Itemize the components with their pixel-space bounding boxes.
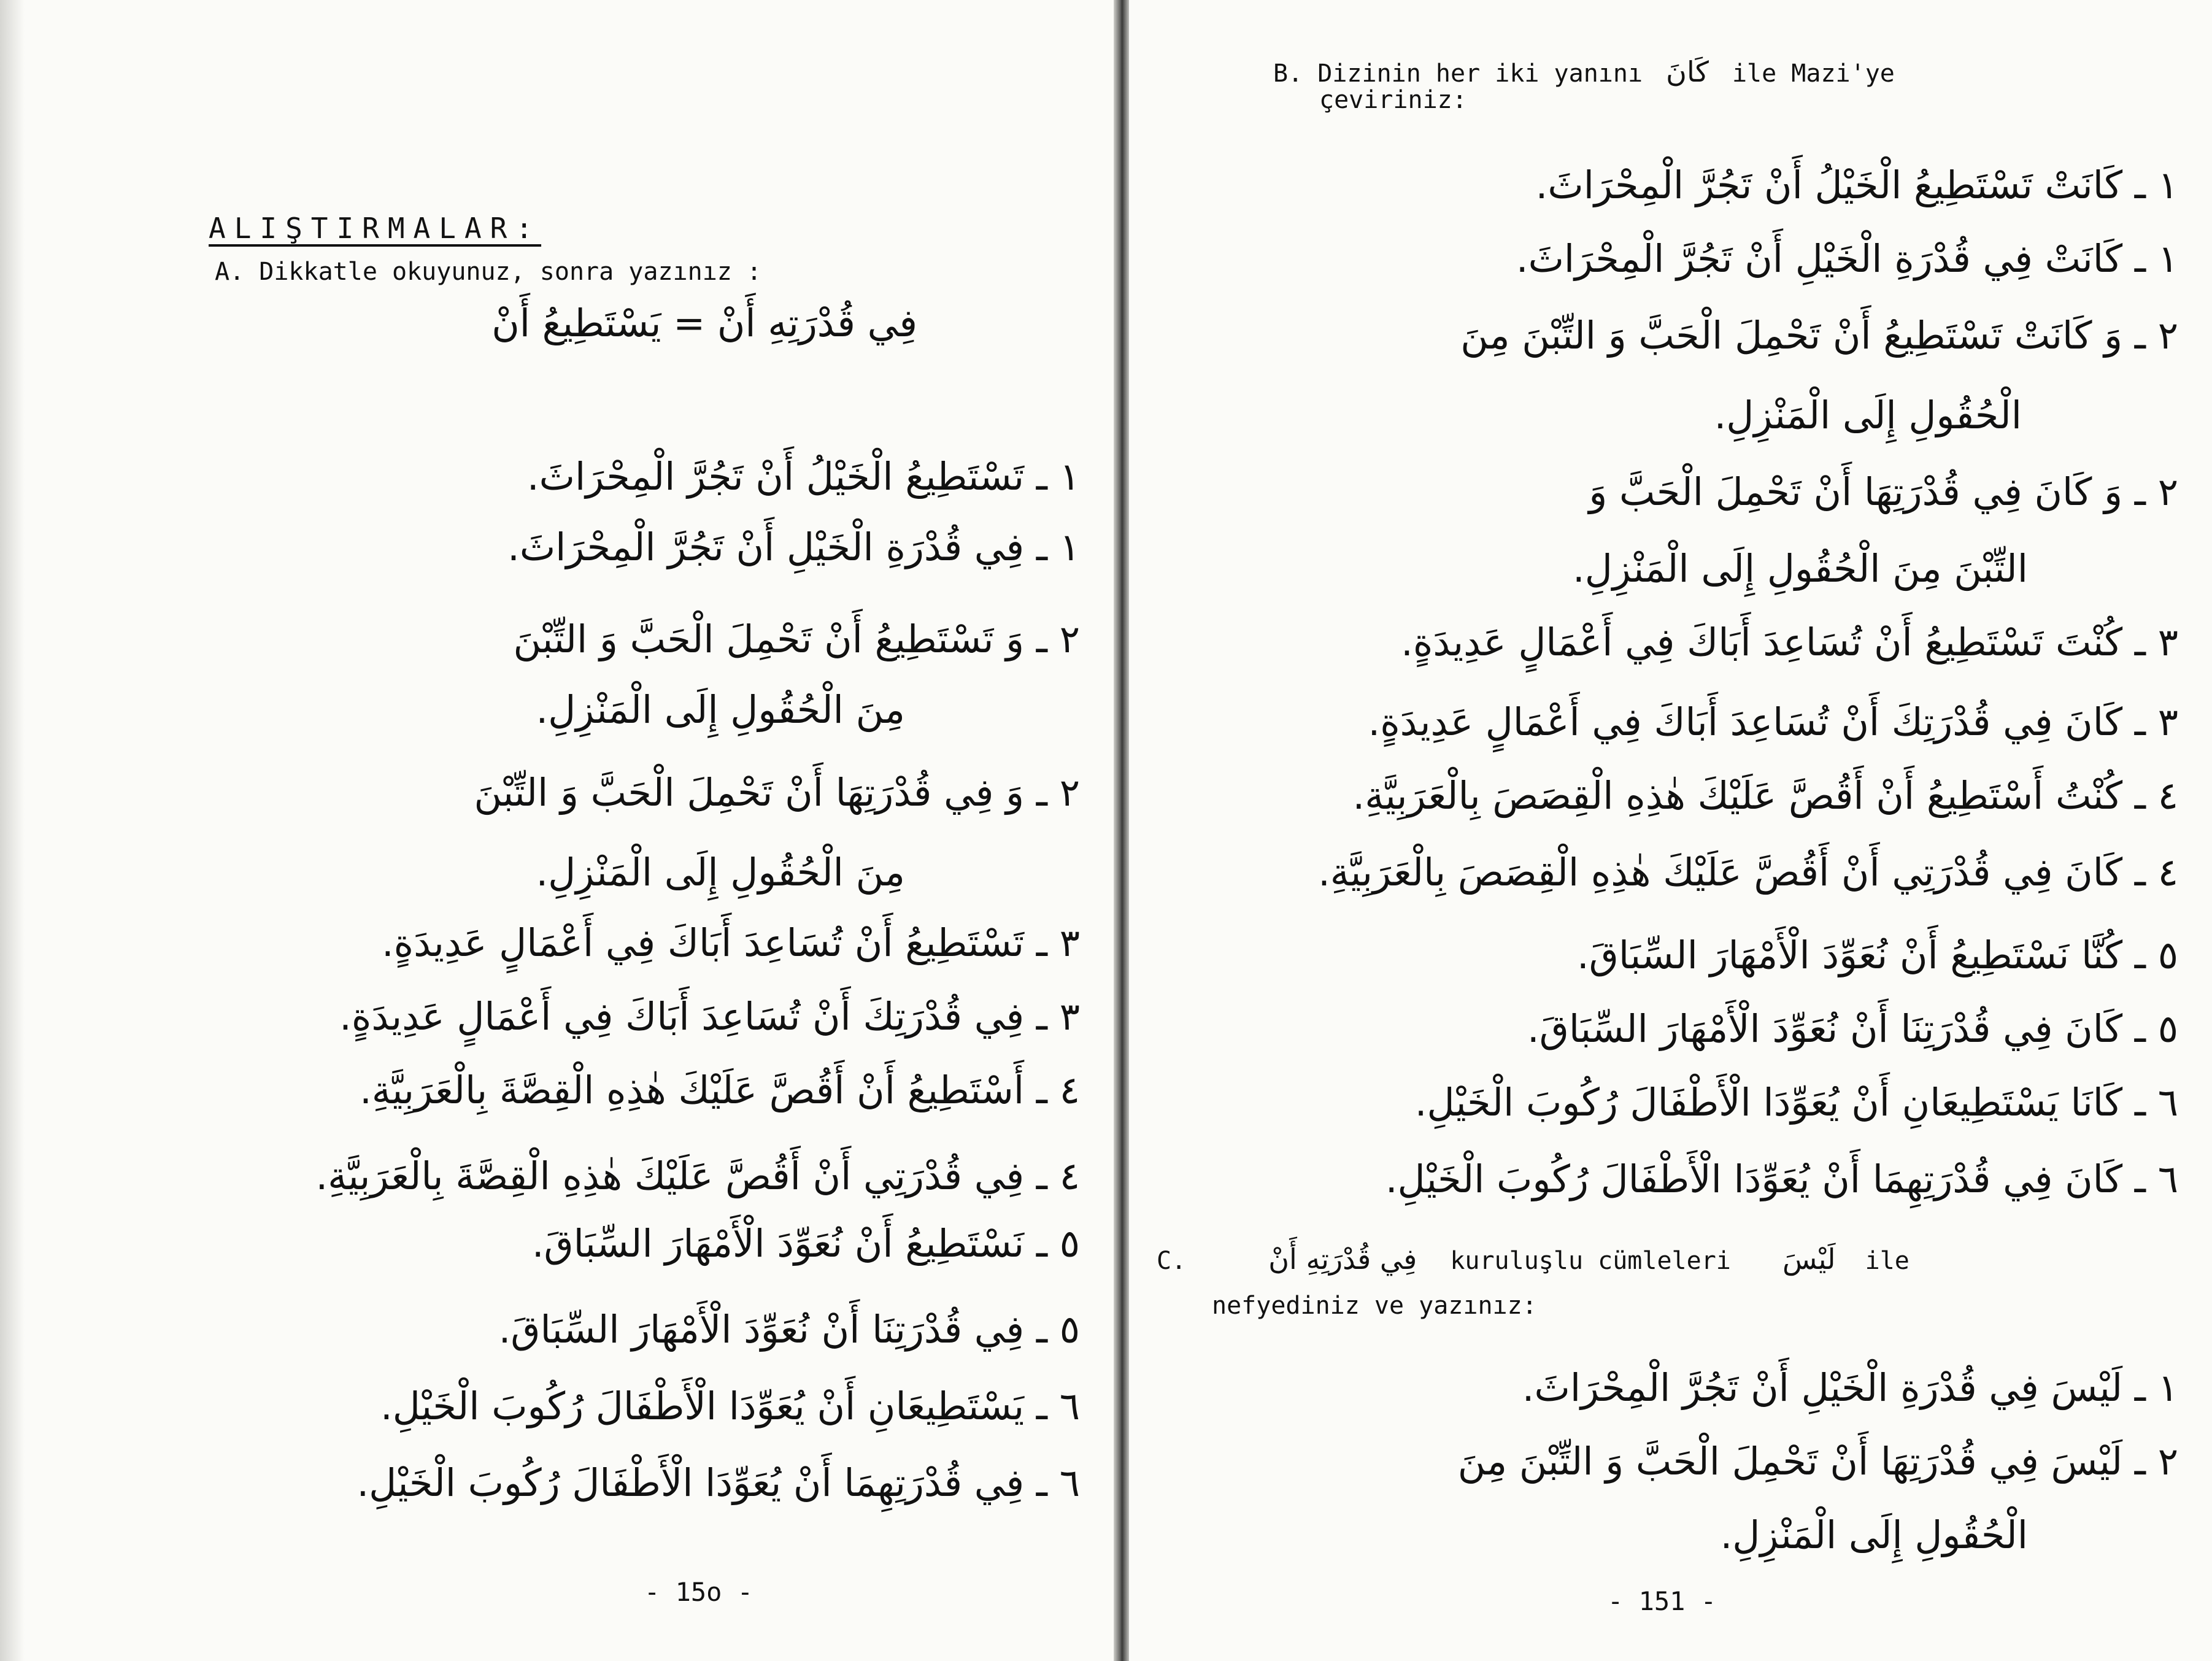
instruction-b (1273, 55, 1895, 88)
instruction-c (1157, 1243, 1909, 1276)
exercise-line: ١ ـ فِي قُدْرَةِ الْخَيْلِ أَنْ تَجُرَّ الْمِحْرَاثَ. (507, 525, 1080, 569)
instruction-c-mid: kuruluşlu cümleleri (1450, 1247, 1731, 1275)
exercise-line: ٤ ـ أَسْتَطِيعُ أَنْ أَقُصَّ عَلَيْكَ هٰذِهِ الْقِصَّةَ بِالْعَرَبِيَّةِ. (360, 1068, 1080, 1112)
instruction-c-line2: nefyediniz ve yazınız: (1212, 1292, 1537, 1320)
instruction-b-suffix: ile Mazi'ye (1732, 60, 1895, 88)
exercise-line: ٢ ـ وَ فِي قُدْرَتِهَا أَنْ تَحْمِلَ الْحَبَّ وَ التِّبْنَ (474, 770, 1080, 815)
exercise-line: ٥ ـ فِي قُدْرَتِنَا أَنْ نُعَوِّدَ الْأَمْهَارَ السِّبَاقَ. (498, 1307, 1080, 1352)
exercise-line: ٦ ـ فِي قُدْرَتِهِمَا أَنْ يُعَوِّدَا الْأَطْفَالَ رُكُوبَ الْخَيْلِ. (356, 1460, 1080, 1505)
page-number-right: - 151 - (1608, 1586, 1717, 1616)
exercise-line: ٤ ـ فِي قُدْرَتِي أَنْ أَقُصَّ عَلَيْكَ هٰذِهِ الْقِصَّةَ بِالْعَرَبِيَّةِ. (315, 1154, 1080, 1198)
exercise-line: ٥ ـ كَانَ فِي قُدْرَتِنَا أَنْ نُعَوِّدَ الْأَمْهَارَ السِّبَاقَ. (1527, 1006, 2178, 1051)
exercise-line: ٦ ـ كَانَ فِي قُدْرَتِهِمَا أَنْ يُعَوِّدَا الْأَطْفَالَ رُكُوبَ الْخَيْلِ. (1385, 1157, 2178, 1201)
exercise-line: ٢ ـ وَ تَسْتَطِيعُ أَنْ تَحْمِلَ الْحَبَّ وَ التِّبْنَ (513, 617, 1080, 661)
formula-line: فِي قُدْرَتِهِ أَنْ = يَسْتَطِيعُ أَنْ (491, 301, 917, 345)
exercise-line: ٣ ـ كَانَ فِي قُدْرَتِكَ أَنْ تُسَاعِدَ أَبَاكَ فِي أَعْمَالٍ عَدِيدَةٍ. (1368, 699, 2178, 744)
exercise-line: ٦ ـ كَانَا يَسْتَطِيعَانِ أَنْ يُعَوِّدَا الْأَطْفَالَ رُكُوبَ الْخَيْلِ. (1414, 1080, 2178, 1125)
exercise-line: ١ ـ كَانَتْ تَسْتَطِيعُ الْخَيْلُ أَنْ تَجُرَّ الْمِحْرَاثَ. (1535, 163, 2178, 207)
page-number-left: - 15o - (644, 1577, 753, 1607)
exercise-line: ٣ ـ تَسْتَطِيعُ أَنْ تُسَاعِدَ أَبَاكَ فِي أَعْمَالٍ عَدِيدَةٍ. (381, 920, 1080, 965)
instruction-a: A. Dikkatle okuyunuz, sonra yazınız : (215, 258, 762, 286)
exercise-line: ١ ـ تَسْتَطِيعُ الْخَيْلُ أَنْ تَجُرَّ الْمِحْرَاثَ. (526, 454, 1080, 499)
exercise-line: مِنَ الْحُقُولِ إِلَى الْمَنْزِلِ. (536, 687, 905, 732)
instruction-c-arabic2: لَيْسَ (1782, 1243, 1836, 1276)
exercise-line: ٣ ـ كُنْتَ تَسْتَطِيعُ أَنْ تُسَاعِدَ أَبَاكَ فِي أَعْمَالٍ عَدِيدَةٍ. (1401, 620, 2178, 665)
exercise-line: ٢ ـ لَيْسَ فِي قُدْرَتِهَا أَنْ تَحْمِلَ الْحَبَّ وَ التِّبْنَ مِنَ (1457, 1439, 2178, 1484)
exercise-line: ٢ ـ وَ كَانَ فِي قُدْرَتِهَا أَنْ تَحْمِلَ الْحَبَّ وَ (1589, 469, 2178, 514)
instruction-b-prefix: B. Dizinin her iki yanını (1273, 60, 1643, 88)
instruction-c-suffix: ile (1865, 1247, 1909, 1275)
instruction-c-arabic1: فِي قُدْرَتِهِ أَنْ (1268, 1243, 1417, 1276)
exercise-line: الْحُقُولِ إِلَى الْمَنْزِلِ. (1720, 1513, 2028, 1557)
right-page (1129, 0, 2212, 1661)
exercise-line: ١ ـ لَيْسَ فِي قُدْرَةِ الْخَيْلِ أَنْ تَجُرَّ الْمِحْرَاثَ. (1522, 1365, 2178, 1410)
page-edge-shadow (0, 0, 25, 1661)
book-gutter (1114, 0, 1129, 1661)
exercise-line: التِّبْنَ مِنَ الْحُقُولِ إِلَى الْمَنْزِلِ. (1573, 546, 2028, 591)
instruction-b-arabic: كَانَ (1666, 55, 1709, 88)
exercise-line: مِنَ الْحُقُولِ إِلَى الْمَنْزِلِ. (536, 850, 905, 895)
instruction-b-line2: çeviriniz: (1319, 86, 1467, 114)
exercise-line: الْحُقُولِ إِلَى الْمَنْزِلِ. (1714, 393, 2022, 437)
exercise-line: ٣ ـ فِي قُدْرَتِكَ أَنْ تُسَاعِدَ أَبَاكَ فِي أَعْمَالٍ عَدِيدَةٍ. (339, 994, 1080, 1039)
exercise-line: ٤ ـ كُنْتُ أَسْتَطِيعُ أَنْ أَقُصَّ عَلَيْكَ هٰذِهِ الْقِصَصَ بِالْعَرَبِيَّةِ. (1352, 773, 2178, 818)
exercise-line: ٥ ـ كُنَّا نَسْتَطِيعُ أَنْ نُعَوِّدَ الْأَمْهَارَ السِّبَاقَ. (1577, 933, 2178, 977)
exercises-heading: ALIŞTIRMALAR: (209, 212, 542, 245)
exercise-line: ٤ ـ كَانَ فِي قُدْرَتِي أَنْ أَقُصَّ عَلَيْكَ هٰذِهِ الْقِصَصَ بِالْعَرَبِيَّةِ. (1318, 850, 2178, 895)
exercise-line: ٦ ـ يَسْتَطِيعَانِ أَنْ يُعَوِّدَا الْأَطْفَالَ رُكُوبَ الْخَيْلِ. (380, 1384, 1080, 1428)
exercise-line: ٢ ـ وَ كَانَتْ تَسْتَطِيعُ أَنْ تَحْمِلَ الْحَبَّ وَ التِّبْنَ مِنَ (1460, 313, 2178, 358)
exercise-line: ١ ـ كَانَتْ فِي قُدْرَةِ الْخَيْلِ أَنْ تَجُرَّ الْمِحْرَاثَ. (1516, 236, 2178, 281)
exercise-line: ٥ ـ نَسْتَطِيعُ أَنْ نُعَوِّدَ الْأَمْهَارَ السِّبَاقَ. (531, 1221, 1080, 1266)
instruction-c-label: C. (1157, 1247, 1187, 1275)
